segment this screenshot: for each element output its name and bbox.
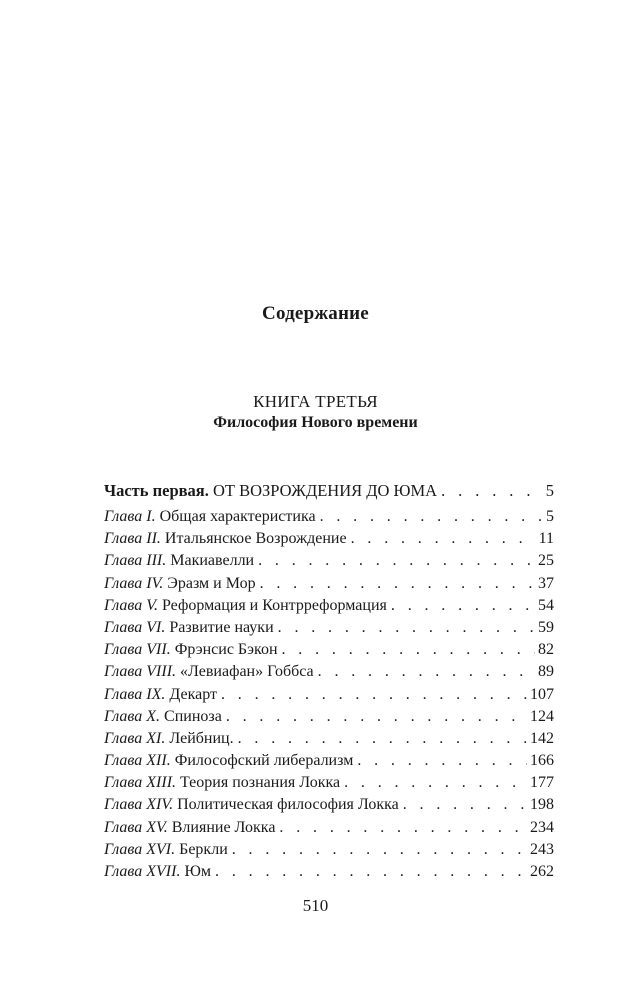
part-page-number: 5 <box>543 479 554 503</box>
part-title: ОТ ВОЗРОЖДЕНИЯ ДО ЮМА <box>212 481 438 500</box>
toc-leader-dots <box>260 573 535 595</box>
chapter-page-number: 11 <box>536 528 554 550</box>
chapter-prefix: Глава IX. <box>104 685 166 703</box>
part-prefix: Часть первая. <box>104 481 209 500</box>
chapter-prefix: Глава X. <box>104 707 161 725</box>
toc-chapter-entry[interactable] <box>104 595 554 617</box>
toc-leader-dots <box>215 861 527 883</box>
chapter-page-number: 262 <box>527 861 554 883</box>
toc-chapter-entry[interactable] <box>104 506 554 528</box>
chapter-prefix: Глава IV. <box>104 574 164 592</box>
chapter-page-number: 59 <box>535 617 554 639</box>
toc-leader-dots <box>357 750 527 772</box>
toc-chapter-entry[interactable] <box>104 617 554 639</box>
toc-chapter-entry[interactable] <box>104 772 554 794</box>
chapter-page-number: 142 <box>527 728 554 750</box>
chapter-page-number: 82 <box>535 639 554 661</box>
page-number: 510 <box>302 896 329 915</box>
chapter-page-number: 5 <box>543 506 554 528</box>
chapter-list <box>104 506 554 883</box>
toc-leader-dots <box>403 794 527 816</box>
toc-chapter-entry[interactable] <box>104 750 554 772</box>
toc-leader-dots <box>441 479 543 503</box>
chapter-page-number: 166 <box>527 750 554 772</box>
chapter-page-number: 243 <box>527 839 554 861</box>
contents-title: Содержание <box>262 303 369 324</box>
chapter-title: Влияние Локка <box>171 818 276 836</box>
chapter-prefix: Глава VII. <box>104 641 171 659</box>
chapter-title: Общая характеристика <box>159 508 316 525</box>
toc-leader-dots <box>318 661 535 683</box>
chapter-title: Теория познания Локка <box>180 774 341 792</box>
toc-leader-dots <box>226 706 527 728</box>
toc-leader-dots <box>238 728 527 750</box>
chapter-prefix: Глава V. <box>104 596 158 614</box>
chapter-page-number: 89 <box>535 661 554 683</box>
toc-chapter-entry[interactable] <box>104 861 554 883</box>
chapter-title: Декарт <box>169 685 217 703</box>
chapter-prefix: Глава XII. <box>104 752 171 770</box>
toc-chapter-entry[interactable] <box>104 639 554 661</box>
chapter-title: Итальянское Возрождение <box>164 530 347 548</box>
book-title: КНИГА ТРЕТЬЯ <box>253 392 378 411</box>
table-of-contents <box>104 479 554 883</box>
chapter-page-number: 37 <box>535 573 554 595</box>
toc-leader-dots <box>221 684 527 706</box>
toc-chapter-entry[interactable] <box>104 794 554 816</box>
chapter-title: Лейбниц. <box>169 729 234 747</box>
chapter-page-number: 177 <box>527 772 554 794</box>
chapter-prefix: Глава III. <box>104 552 167 570</box>
toc-chapter-entry[interactable] <box>104 706 554 728</box>
toc-chapter-entry[interactable] <box>104 728 554 750</box>
chapter-prefix: Глава VIII. <box>104 663 177 681</box>
chapter-title: Беркли <box>179 840 228 858</box>
chapter-title: Политическая философия Локка <box>177 796 399 814</box>
chapter-prefix: Глава II. <box>104 530 161 548</box>
chapter-prefix: Глава XIII. <box>104 774 177 792</box>
chapter-title: «Левиафан» Гоббса <box>180 663 314 681</box>
chapter-prefix: Глава XV. <box>104 818 168 836</box>
chapter-prefix: Глава VI. <box>104 618 166 636</box>
chapter-page-number: 25 <box>535 550 554 572</box>
chapter-prefix: Глава XI. <box>104 729 166 747</box>
toc-leader-dots <box>258 550 535 572</box>
book-subtitle: Философия Нового времени <box>213 414 418 431</box>
toc-chapter-entry[interactable] <box>104 550 554 572</box>
chapter-title: Философский либерализм <box>174 752 354 770</box>
chapter-title: Фрэнсис Бэкон <box>174 641 278 659</box>
toc-leader-dots <box>351 528 536 550</box>
toc-leader-dots <box>232 839 527 861</box>
chapter-title: Эразм и Мор <box>167 574 256 592</box>
toc-chapter-entry[interactable] <box>104 817 554 839</box>
toc-leader-dots <box>279 817 527 839</box>
toc-chapter-entry[interactable] <box>104 684 554 706</box>
toc-leader-dots <box>344 772 527 794</box>
chapter-title: Реформация и Контрреформация <box>161 596 387 614</box>
chapter-page-number: 54 <box>535 595 554 617</box>
chapter-title: Спиноза <box>164 707 222 725</box>
chapter-prefix: Глава XVII. <box>104 863 181 880</box>
toc-leader-dots <box>282 639 536 661</box>
chapter-title: Развитие науки <box>169 618 274 636</box>
chapter-page-number: 198 <box>527 794 554 816</box>
chapter-prefix: Глава I. <box>104 508 156 525</box>
toc-chapter-entry[interactable] <box>104 839 554 861</box>
chapter-page-number: 234 <box>527 817 554 839</box>
chapter-title: Макиавелли <box>170 552 255 570</box>
chapter-page-number: 107 <box>527 684 554 706</box>
toc-part-entry[interactable] <box>104 479 554 505</box>
toc-chapter-entry[interactable] <box>104 528 554 550</box>
chapter-prefix: Глава XVI. <box>104 840 176 858</box>
toc-chapter-entry[interactable] <box>104 573 554 595</box>
chapter-title: Юм <box>184 863 212 880</box>
toc-chapter-entry[interactable] <box>104 661 554 683</box>
chapter-page-number: 124 <box>527 706 554 728</box>
chapter-prefix: Глава XIV. <box>104 796 174 814</box>
toc-leader-dots <box>320 506 543 528</box>
toc-leader-dots <box>278 617 535 639</box>
toc-leader-dots <box>391 595 535 617</box>
